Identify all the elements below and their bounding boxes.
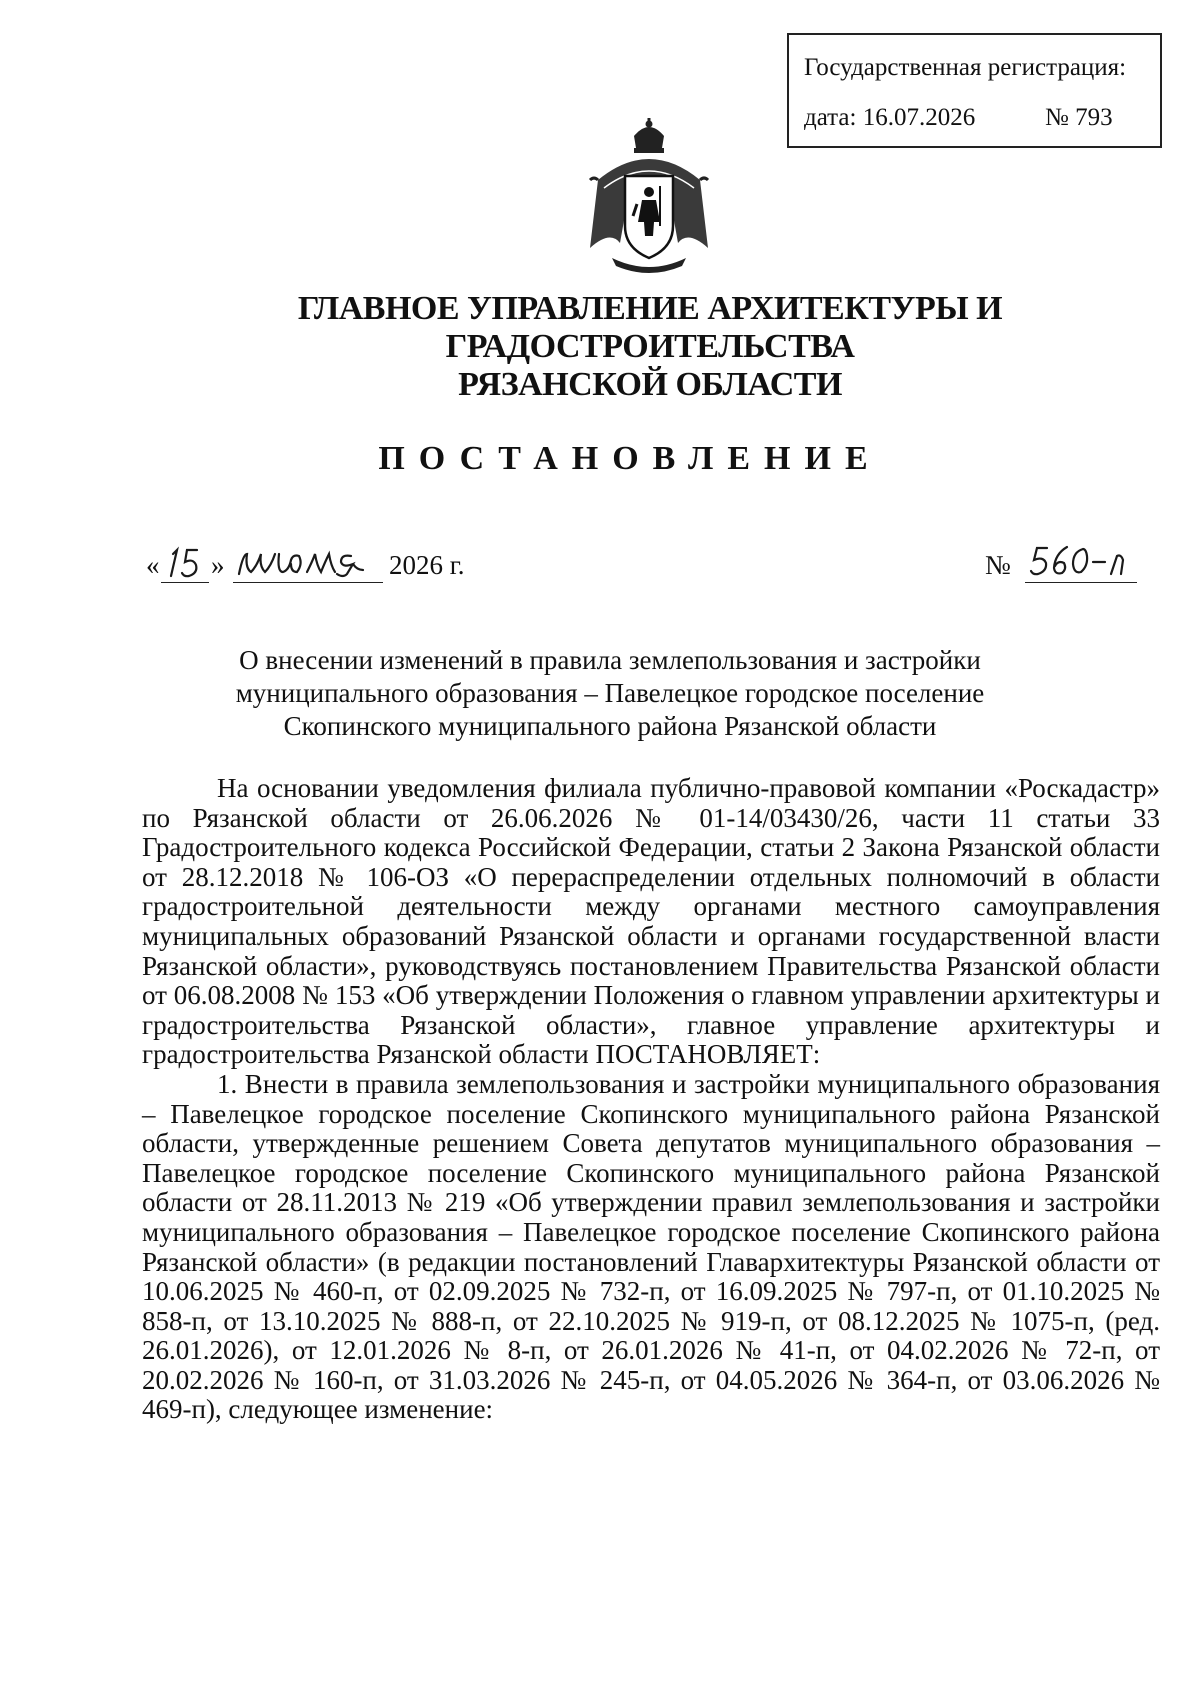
date-year: 2026 г. — [389, 550, 465, 580]
document-number — [985, 540, 1150, 582]
handwritten-number — [1025, 540, 1137, 583]
handwritten-month — [233, 540, 383, 583]
registration-title: Государственная регистрация: — [804, 54, 1127, 81]
ryazan-coat-of-arms-icon — [578, 118, 720, 278]
document-subject — [150, 644, 1070, 743]
document-date — [146, 540, 486, 582]
subject-line3: Скопинского муниципального района Рязанской области — [283, 711, 937, 741]
organization-title-line2: РЯЗАНСКОЙ ОБЛАСТИ — [458, 366, 842, 403]
organization-title — [120, 290, 1180, 404]
number-sign: № — [985, 550, 1011, 580]
subject-line2: муниципального образования – Павелецкое городское поселение — [235, 678, 985, 708]
item-1-paragraph: 1. Внести в правила землепользования и застройки муниципального образования – Павелецкое городское поселение Скопинского муниципального района Рязанской области, утвержденные решением Совета депутатов муниципального образования – Павелецкое городское поселение Скопинского муниципального района Рязанской области от 28.11.2013 № 219 «Об утверждении правил землепользования и застройки муниципального образования – Павелецкое городское поселение Скопинского района Рязанской области» (в редакции постановлений Главархитектуры Рязанской области от 10.06.2025 № 460-п, от 02.09.2025 № 732-п, от 16.09.2025 № 797-п, от 01.10.2025 № 858-п, от 13.10.2025 № 888-п, от 22.10.2025 № 919-п, от 08.12.2025 № 1075-п, (ред. 26.01.2026), от 12.01.2026 № 8-п, от 26.01.2026 № 41-п, от 04.02.2026 № 72-п, от 20.02.2026 № 160-п, от 31.03.2026 № 245-п, от 04.05.2026 № 364-п, от 03.06.2026 № 469-п), следующее изменение: — [142, 1068, 1160, 1425]
preamble-paragraph: На основании уведомления филиала публично-правовой компании «Роскадастр» по Рязанской области от 26.06.2026 № 01-14/03430/26, части 11 статьи 33 Градостроительного кодекса Российской Федерации, статьи 2 Закона Рязанской области от 28.12.2018 № 106-ОЗ «О перераспределении отдельных полномочий в области градостроительной деятельности между органами местного самоуправления муниципальных образований Рязанской области и органами государственной власти Рязанской области», руководствуясь постановлением Правительства Рязанской области от 06.08.2008 № 153 «Об утверждении Положения о главном управлении архитектуры и градостроительства Рязанской области», главное управление архитектуры и градостроительства Рязанской области ПОСТАНОВЛЯЕТ: — [142, 773, 1160, 1070]
registration-number: № 793 — [1045, 104, 1113, 131]
document-type: ПОСТАНОВЛЕНИЕ — [378, 440, 882, 477]
document-body — [142, 774, 1160, 1425]
registration-stamp — [787, 33, 1162, 148]
date-quote-close: » — [211, 550, 225, 580]
subject-line1: О внесении изменений в правила землепользования и застройки — [239, 645, 981, 675]
organization-title-line1: ГЛАВНОЕ УПРАВЛЕНИЕ АРХИТЕКТУРЫ И ГРАДОСТРОИТЕЛЬСТВА — [297, 290, 1003, 365]
handwritten-day — [161, 540, 209, 583]
registration-date: дата: 16.07.2026 — [804, 104, 976, 131]
date-quote-open: « — [146, 550, 160, 580]
